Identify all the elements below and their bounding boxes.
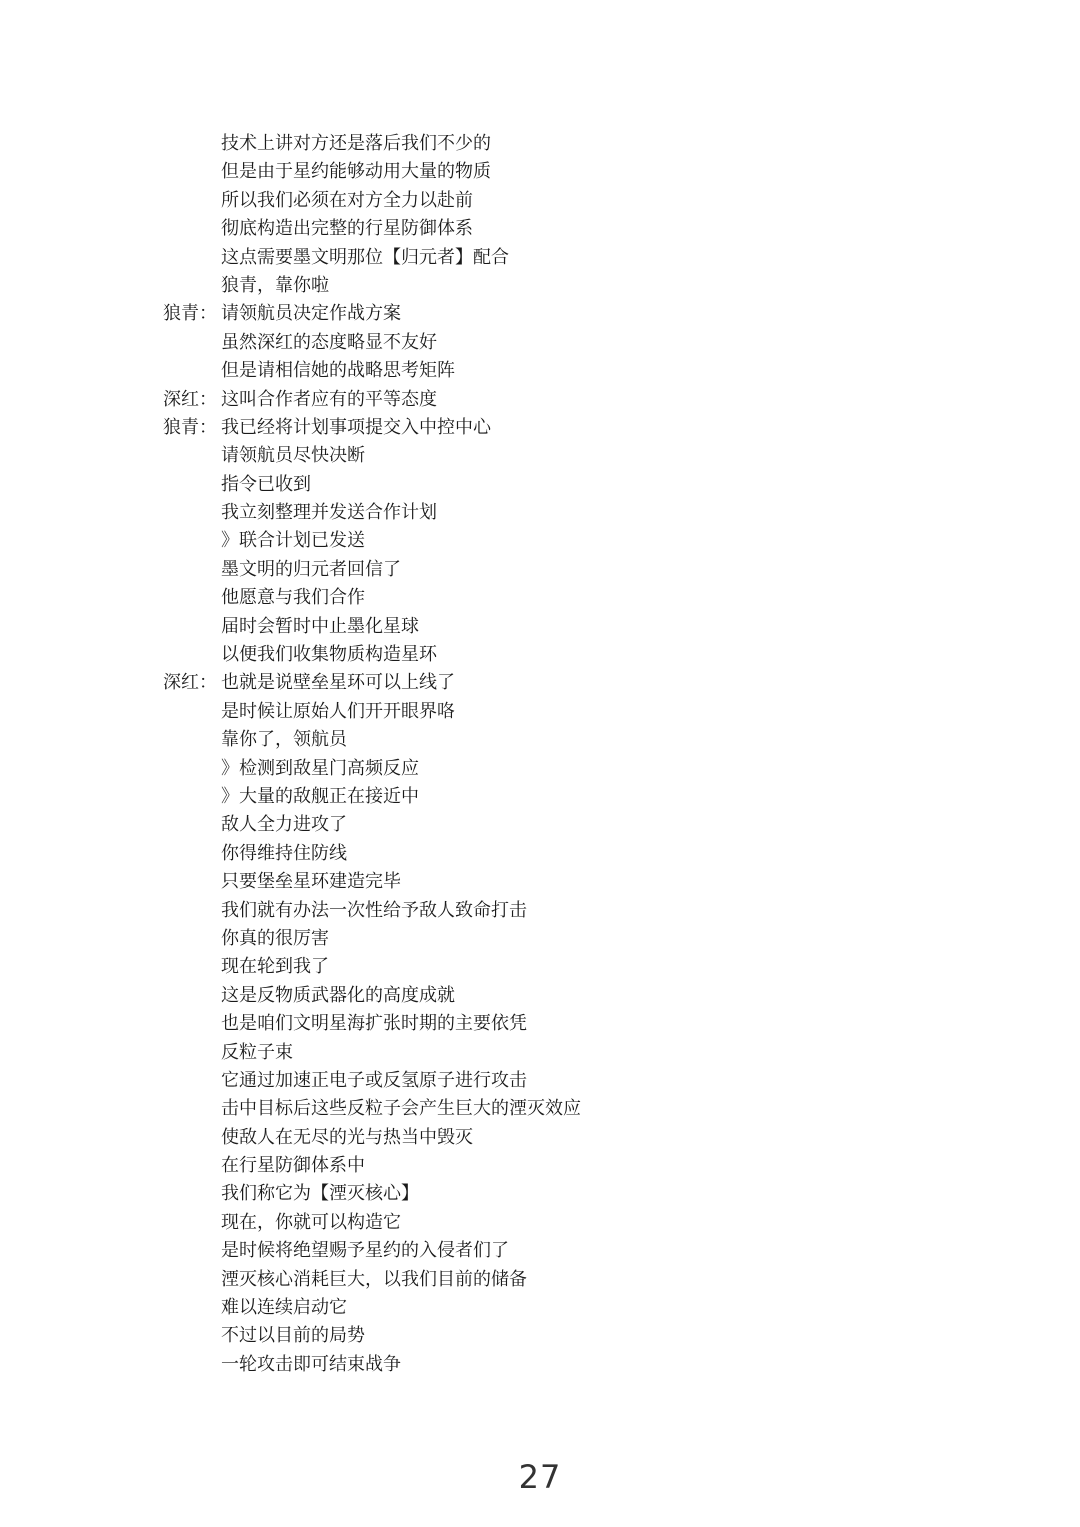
- dialogue-line: [163, 698, 923, 726]
- dialogue-line: [163, 556, 923, 584]
- dialogue-text: 但是由于星约能够动用大量的物质: [221, 161, 491, 183]
- dialogue-line: [163, 300, 923, 328]
- dialogue-text: 湮灭核心消耗巨大，以我们目前的储备: [221, 1268, 527, 1290]
- dialogue-text: 墨文明的归元者回信了: [221, 558, 401, 580]
- dialogue-line: [163, 357, 923, 385]
- dialogue-text: 难以连续启动它: [221, 1297, 347, 1319]
- page-number: 27: [518, 1458, 562, 1496]
- dialogue-script: [163, 130, 923, 1379]
- dialogue-line: [163, 442, 923, 470]
- dialogue-line: [163, 1095, 923, 1123]
- dialogue-line: [163, 1010, 923, 1038]
- dialogue-text: 》联合计划已发送: [221, 530, 365, 552]
- dialogue-line: [163, 130, 923, 158]
- dialogue-text: 》大量的敌舰正在接近中: [221, 785, 419, 807]
- dialogue-line: [163, 386, 923, 414]
- dialogue-text: 你真的很厉害: [221, 927, 329, 949]
- dialogue-line: [163, 584, 923, 612]
- dialogue-text: 我们称它为【湮灭核心】: [221, 1183, 419, 1205]
- dialogue-line: [163, 925, 923, 953]
- dialogue-text: 这叫合作者应有的平等态度: [221, 388, 437, 410]
- dialogue-text: 他愿意与我们合作: [221, 587, 365, 609]
- dialogue-line: [163, 897, 923, 925]
- dialogue-line: [163, 726, 923, 754]
- dialogue-line: [163, 1266, 923, 1294]
- dialogue-text: 不过以目前的局势: [221, 1325, 365, 1347]
- dialogue-text: 只要堡垒星环建造完毕: [221, 871, 401, 893]
- dialogue-line: [163, 158, 923, 186]
- dialogue-line: [163, 187, 923, 215]
- dialogue-line: [163, 329, 923, 357]
- dialogue-line: [163, 1152, 923, 1180]
- dialogue-text: 狼青，靠你啦: [221, 274, 329, 296]
- dialogue-line: [163, 755, 923, 783]
- dialogue-line: [163, 669, 923, 697]
- dialogue-line: [163, 953, 923, 981]
- dialogue-text: 你得维持住防线: [221, 842, 347, 864]
- speaker-label: 深红：: [163, 672, 217, 694]
- dialogue-line: [163, 840, 923, 868]
- speaker-label: 狼青：: [163, 303, 217, 325]
- dialogue-line: [163, 215, 923, 243]
- dialogue-line: [163, 641, 923, 669]
- dialogue-text: 一轮攻击即可结束战争: [221, 1353, 401, 1375]
- dialogue-text: 使敌人在无尽的光与热当中毁灭: [221, 1126, 473, 1148]
- dialogue-line: [163, 1351, 923, 1379]
- dialogue-line: [163, 1039, 923, 1067]
- dialogue-text: 指令已收到: [221, 473, 311, 495]
- dialogue-text: 它通过加速正电子或反氢原子进行攻击: [221, 1069, 527, 1091]
- dialogue-line: [163, 244, 923, 272]
- dialogue-text: 这点需要墨文明那位【归元者】配合: [221, 246, 509, 268]
- dialogue-text: 以便我们收集物质构造星环: [221, 644, 437, 666]
- dialogue-line: [163, 414, 923, 442]
- dialogue-text: 是时候让原始人们开开眼界咯: [221, 700, 455, 722]
- dialogue-text: 击中目标后这些反粒子会产生巨大的湮灭效应: [221, 1098, 581, 1120]
- dialogue-text: 我立刻整理并发送合作计划: [221, 502, 437, 524]
- dialogue-text: 现在，你就可以构造它: [221, 1211, 401, 1233]
- dialogue-text: 但是请相信她的战略思考矩阵: [221, 360, 455, 382]
- speaker-label: 深红：: [163, 388, 217, 410]
- dialogue-line: [163, 811, 923, 839]
- dialogue-text: 也是咱们文明星海扩张时期的主要依凭: [221, 1013, 527, 1035]
- dialogue-text: 现在轮到我了: [221, 956, 329, 978]
- dialogue-text: 技术上讲对方还是落后我们不少的: [221, 133, 491, 154]
- dialogue-text: 靠你了，领航员: [221, 729, 347, 751]
- dialogue-text: 彻底构造出完整的行星防御体系: [221, 218, 473, 240]
- dialogue-line: [163, 1067, 923, 1095]
- dialogue-text: 在行星防御体系中: [221, 1155, 365, 1177]
- dialogue-line: [163, 982, 923, 1010]
- dialogue-line: [163, 783, 923, 811]
- dialogue-line: [163, 1294, 923, 1322]
- dialogue-text: 虽然深红的态度略显不友好: [221, 331, 437, 353]
- dialogue-line: [163, 1322, 923, 1350]
- dialogue-text: 请领航员决定作战方案: [221, 303, 401, 325]
- dialogue-line: [163, 1209, 923, 1237]
- dialogue-line: [163, 471, 923, 499]
- dialogue-line: [163, 868, 923, 896]
- dialogue-line: [163, 1124, 923, 1152]
- dialogue-text: 请领航员尽快决断: [221, 445, 365, 467]
- dialogue-line: [163, 1180, 923, 1208]
- speaker-label: 狼青：: [163, 416, 217, 438]
- dialogue-text: 反粒子束: [221, 1041, 293, 1063]
- dialogue-text: 我们就有办法一次性给予敌人致命打击: [221, 899, 527, 921]
- dialogue-text: 》检测到敌星门高频反应: [221, 757, 419, 779]
- dialogue-text: 所以我们必须在对方全力以赴前: [221, 189, 473, 211]
- dialogue-text: 敌人全力进攻了: [221, 814, 347, 836]
- dialogue-text: 届时会暂时中止墨化星球: [221, 615, 419, 637]
- dialogue-line: [163, 613, 923, 641]
- dialogue-text: 也就是说壁垒星环可以上线了: [221, 672, 455, 694]
- dialogue-text: 这是反物质武器化的高度成就: [221, 984, 455, 1006]
- dialogue-line: [163, 272, 923, 300]
- dialogue-text: 是时候将绝望赐予星约的入侵者们了: [221, 1240, 509, 1262]
- dialogue-line: [163, 499, 923, 527]
- dialogue-line: [163, 527, 923, 555]
- dialogue-line: [163, 1237, 923, 1265]
- dialogue-text: 我已经将计划事项提交入中控中心: [221, 416, 491, 438]
